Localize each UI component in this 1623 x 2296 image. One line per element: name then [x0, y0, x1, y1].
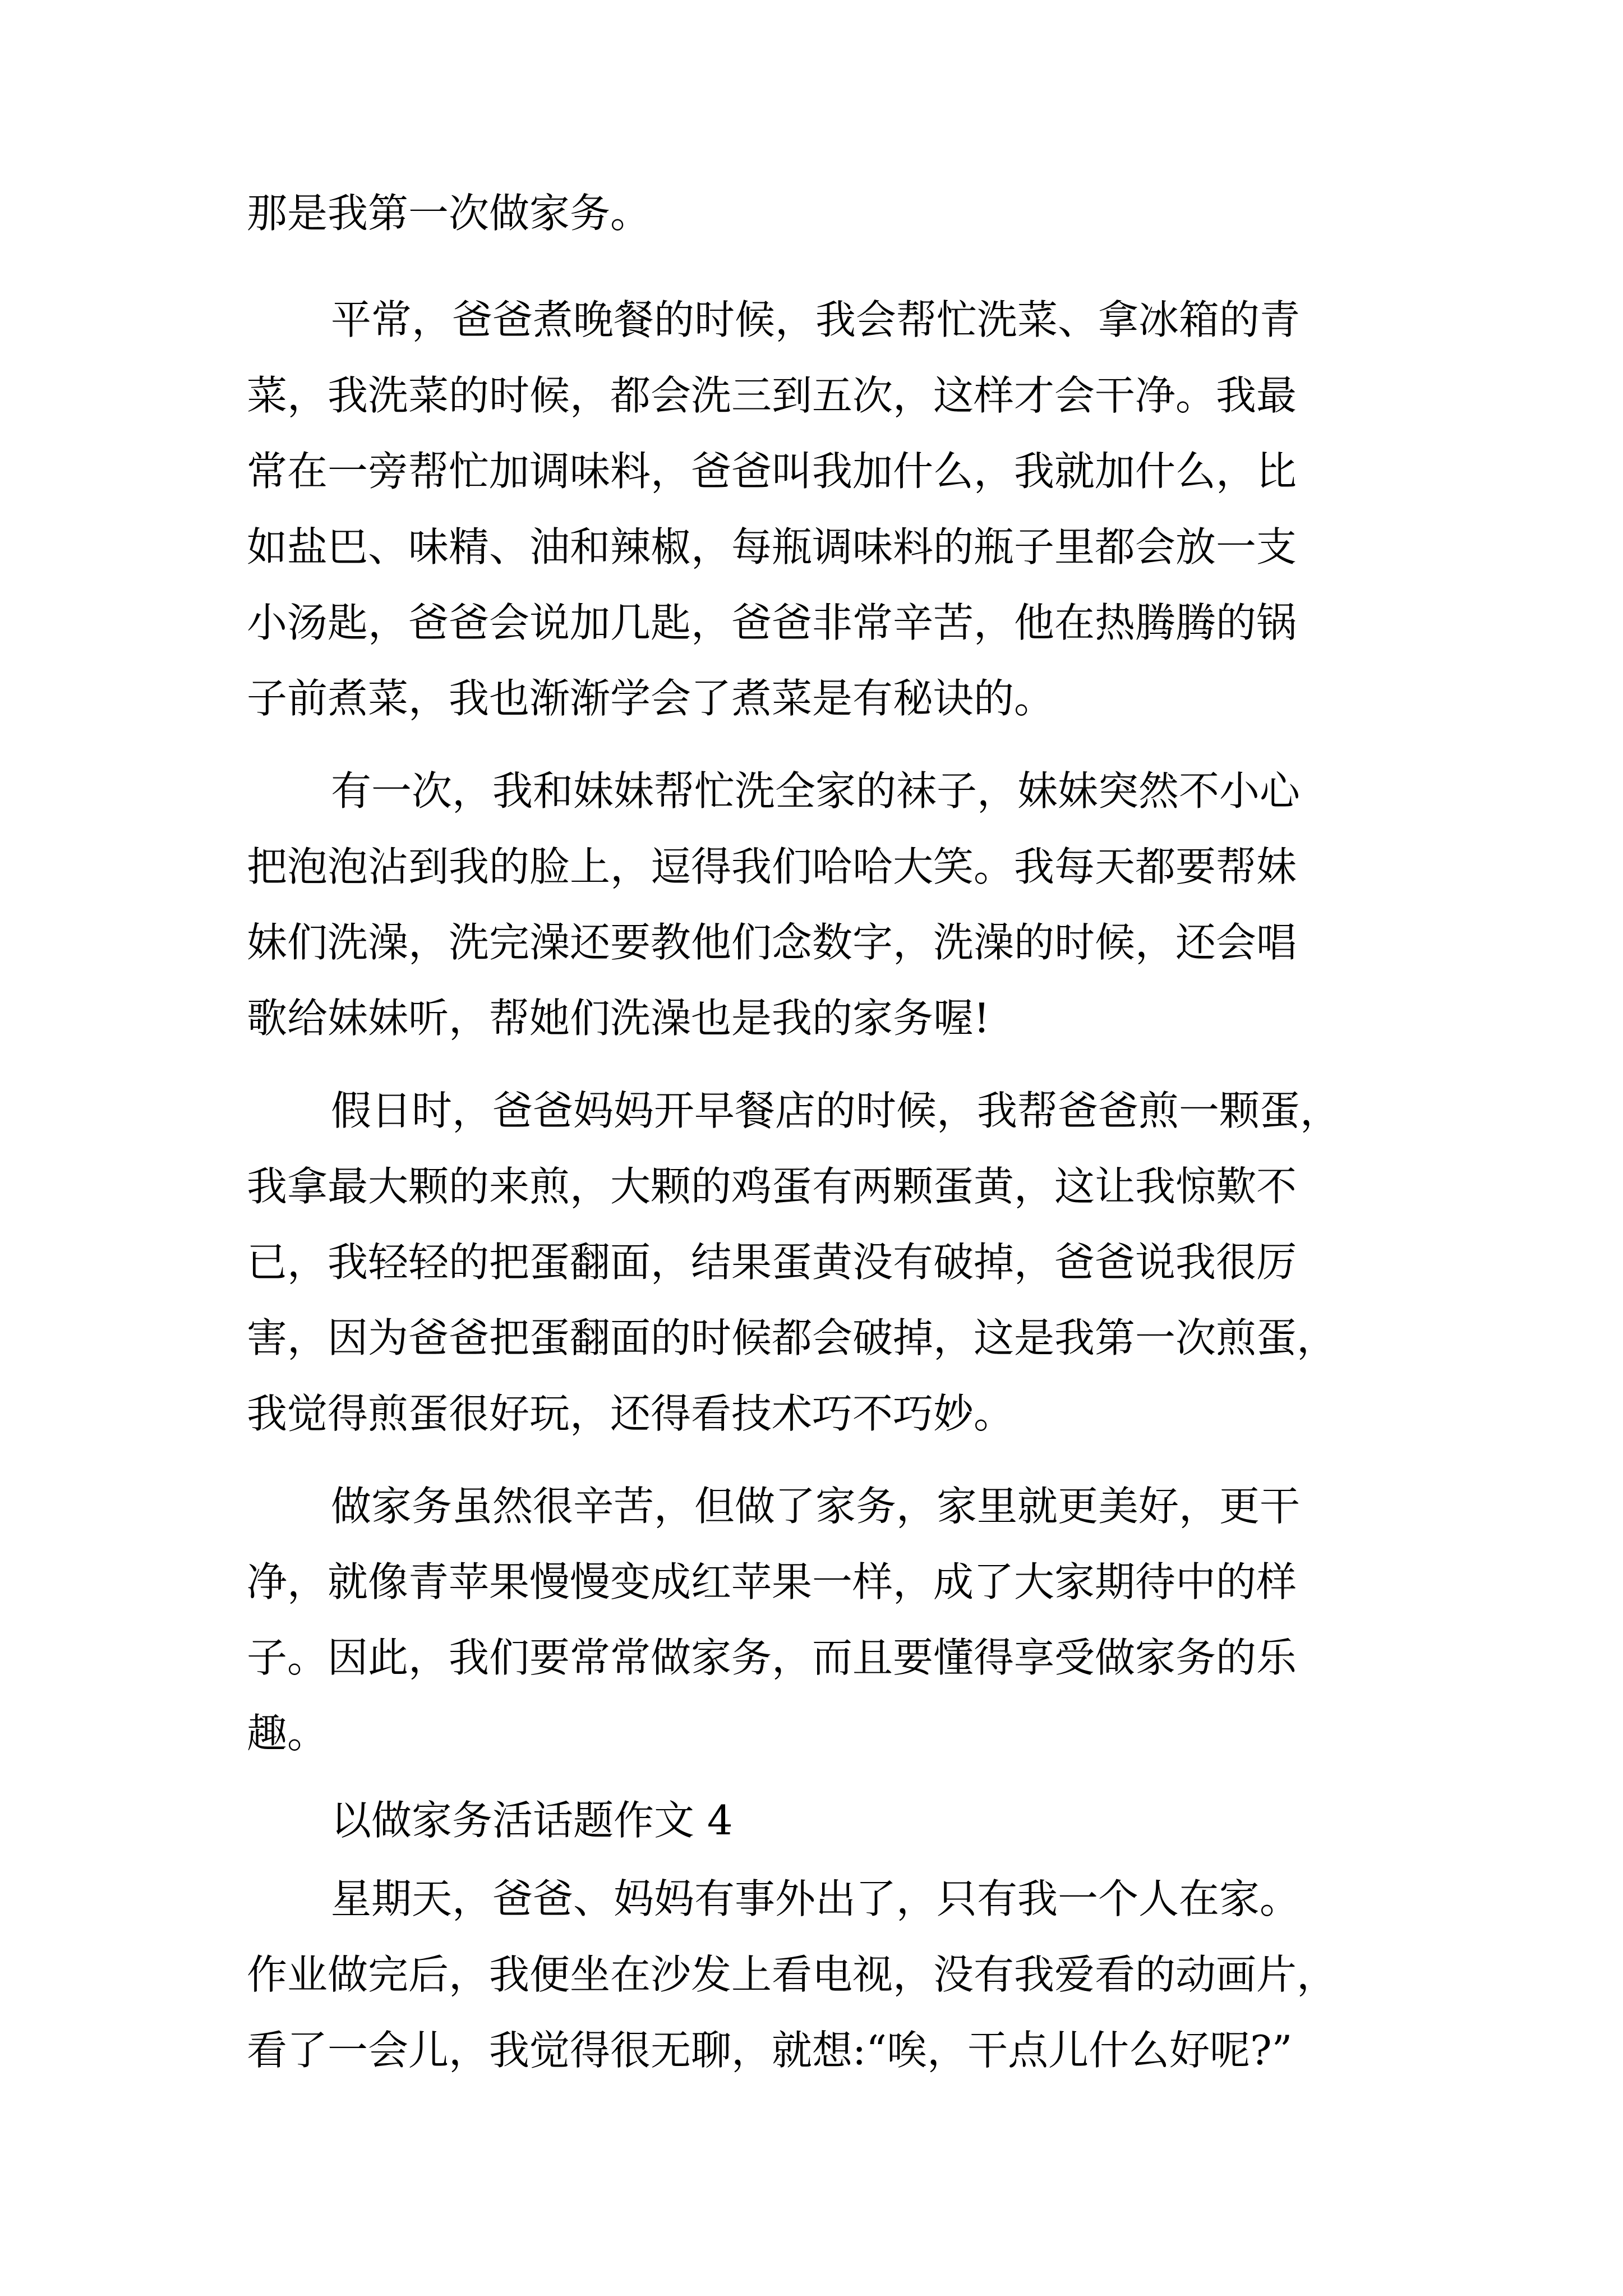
paragraph-line: 小汤匙，爸爸会说加几匙，爸爸非常辛苦，他在热腾腾的锅 [247, 599, 1297, 646]
paragraph-line: 害，因为爸爸把蛋翻面的时候都会破掉，这是我第一次煎蛋， [247, 1314, 1338, 1361]
paragraph-line: 看了一会儿，我觉得很无聊，就想:“唉，干点儿什么好呢?” [247, 2027, 1293, 2074]
paragraph-line: 净，就像青苹果慢慢变成红苹果一样，成了大家期待中的样 [247, 1558, 1297, 1605]
paragraph-line: 菜，我洗菜的时候，都会洗三到五次，这样才会干净。我最 [247, 372, 1297, 419]
paragraph-line: 子。因此，我们要常常做家务，而且要懂得享受做家务的乐 [247, 1634, 1297, 1681]
paragraph-line: 常在一旁帮忙加调味料，爸爸叫我加什么，我就加什么，比 [247, 448, 1297, 495]
section-heading: 以做家务活话题作文 4 [331, 1797, 733, 1844]
paragraph-line: 假日时，爸爸妈妈开早餐店的时候，我帮爸爸煎一颗蛋， [331, 1087, 1341, 1134]
paragraph-line: 歌给妹妹听，帮她们洗澡也是我的家务喔! [247, 995, 990, 1042]
paragraph-line: 子前煮菜，我也渐渐学会了煮菜是有秘诀的。 [247, 675, 1055, 722]
paragraph-line: 作业做完后，我便坐在沙发上看电视，没有我爱看的动画片， [247, 1951, 1338, 1998]
paragraph-line: 平常，爸爸煮晚餐的时候，我会帮忙洗菜、拿冰箱的青 [331, 296, 1301, 343]
paragraph-line: 做家务虽然很辛苦，但做了家务，家里就更美好，更干 [331, 1483, 1301, 1530]
paragraph-line: 把泡泡沾到我的脸上，逗得我们哈哈大笑。我每天都要帮妹 [247, 843, 1297, 890]
paragraph-line: 妹们洗澡，洗完澡还要教他们念数字，洗澡的时候，还会唱 [247, 919, 1297, 966]
paragraph-line: 我拿最大颗的来煎，大颗的鸡蛋有两颗蛋黄，这让我惊歎不 [247, 1163, 1297, 1210]
paragraph-line: 趣。 [247, 1710, 328, 1757]
paragraph-line: 已，我轻轻的把蛋翻面，结果蛋黄没有破掉，爸爸说我很厉 [247, 1239, 1297, 1286]
paragraph-line: 那是我第一次做家务。 [247, 190, 651, 237]
paragraph-line: 我觉得煎蛋很好玩，还得看技术巧不巧妙。 [247, 1390, 1015, 1437]
paragraph-line: 星期天，爸爸、妈妈有事外出了，只有我一个人在家。 [331, 1875, 1301, 1922]
paragraph-line: 有一次，我和妹妹帮忙洗全家的袜子，妹妹突然不小心 [331, 767, 1301, 815]
paragraph-line: 如盐巴、味精、油和辣椒，每瓶调味料的瓶子里都会放一支 [247, 523, 1297, 570]
